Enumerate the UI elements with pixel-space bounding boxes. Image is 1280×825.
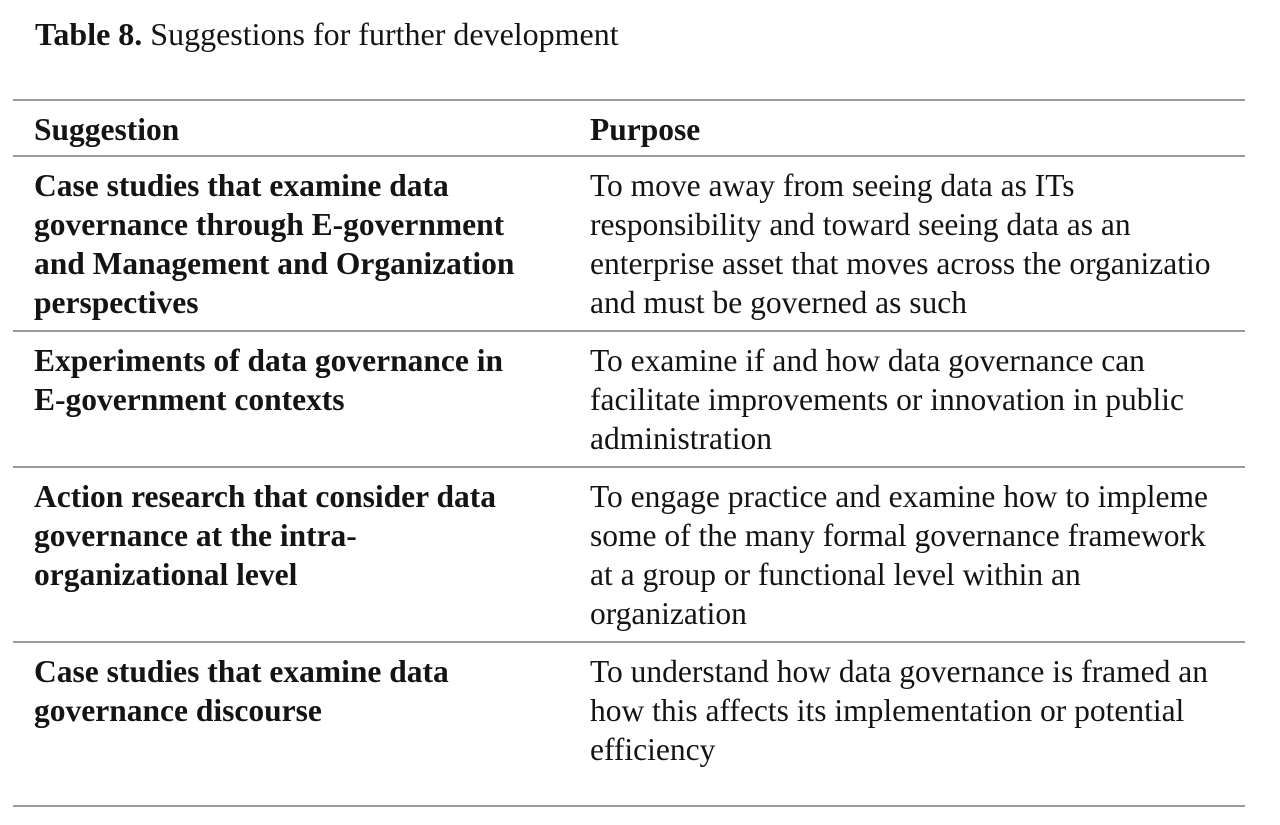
cell-line: enterprise asset that moves across the organizatio [590,246,1211,281]
table-caption-label: Table 8. [35,16,143,52]
cell-line: how this affects its implementation or potential [590,693,1185,728]
cell-line: organizational level [34,557,298,592]
cell-line: some of the many formal governance framework [590,518,1206,553]
table-caption-text: Suggestions for further development [150,16,619,52]
table-header-row [13,100,1245,156]
cell-line: administration [590,421,772,456]
table-row [13,642,1245,806]
table-caption [35,14,619,54]
cell-line: facilitate improvements or innovation in public [590,382,1184,417]
cell-line: efficiency [590,732,716,767]
cell-line: To engage practice and examine how to impleme [590,479,1208,514]
cell-line: and Management and Organization [34,246,515,281]
suggestions-table [13,99,1245,807]
cell-line: governance through E-government [34,207,505,242]
cell-line: governance discourse [34,693,322,728]
cell-line: governance at the intra- [34,518,357,553]
purpose-cell [569,156,1245,331]
purpose-cell [569,331,1245,467]
cell-line: To examine if and how data governance can [590,343,1145,378]
suggestions-table-container [13,99,1245,807]
suggestion-cell [13,467,569,642]
header-suggestion: Suggestion [34,112,180,147]
suggestion-cell [13,331,569,467]
cell-line: To understand how data governance is framed an [590,654,1208,689]
purpose-cell [569,467,1245,642]
cell-line: To move away from seeing data as ITs [590,168,1075,203]
header-purpose: Purpose [590,112,701,147]
suggestion-cell [13,642,569,806]
suggestion-cell [13,156,569,331]
cell-line: Experiments of data governance in [34,343,503,378]
cell-line: responsibility and toward seeing data as an [590,207,1131,242]
cell-line: perspectives [34,285,199,320]
cell-line: at a group or functional level within an [590,557,1081,592]
table-row [13,467,1245,642]
cell-line: Action research that consider data [34,479,496,514]
cell-line: E-government contexts [34,382,345,417]
purpose-cell [569,642,1245,806]
table-row [13,331,1245,467]
cell-line: Case studies that examine data [34,654,449,689]
cell-line: organization [590,596,747,631]
cell-line: and must be governed as such [590,285,968,320]
table-row [13,156,1245,331]
cell-line: Case studies that examine data [34,168,449,203]
